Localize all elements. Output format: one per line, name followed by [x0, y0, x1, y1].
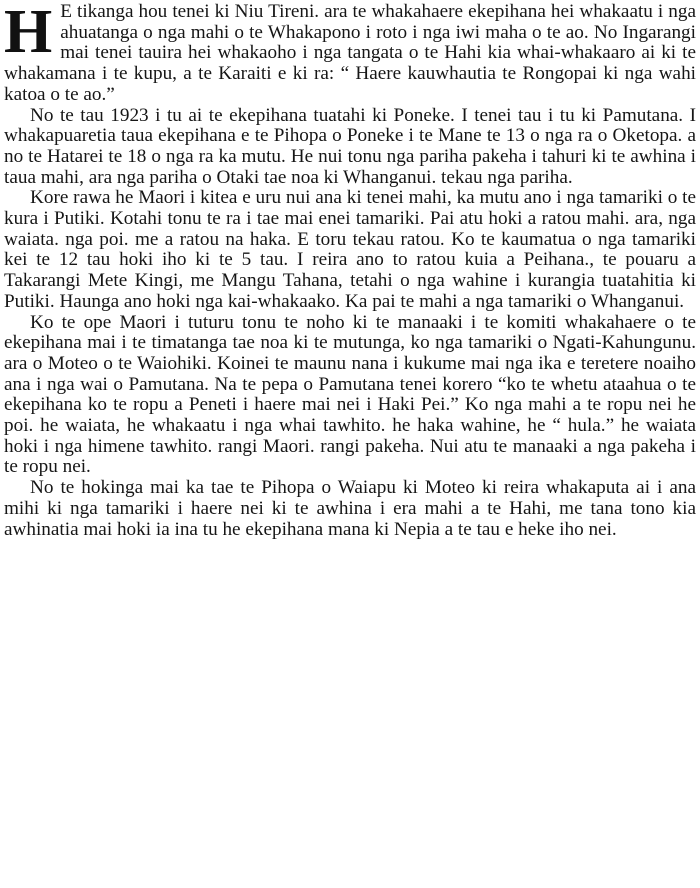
paragraph-4: Ko te ope Maori i tuturu tonu te noho ki te manaaki i te komiti whakahaere o te ekepihana mai i te timatanga tae noa ki te mutunga, ko nga tamariki o Ngati-Kahungunu. ara o Moteo o te Waiohiki. Koinei te maunu nana i kukume mai nga ika e teretere noaiho ana i nga wai o Pamutana. Na te pepa o Pamutana tenei korero “ko te whetu ataahua o te ekepihana ko te ropu a Peneti i haere mai nei i Haki Pei.” Ko nga mahi a te ropu nei he poi. he waiata, he whakaatu i nga whai tawhito. he haka wahine, he “ hula.” he waiata hoki i nga himene tawhito. rangi Maori. rangi pakeha. Nui atu te manaaki a nga pakeha i te ropu nei.: [4, 311, 696, 478]
paragraph-2: No te tau 1923 i tu ai te ekepihana tuatahi ki Poneke. I tenei tau i tu ki Pamutana. I whakapuaretia taua ekepihana e te Pihopa o Poneke i te Mane te 13 o nga ra o Oketopa. a no te Hatarei te 18 o nga ra ka mutu. He nui tonu nga pariha pakeha i tahuri ki te awhina i taua mahi, ara nga pariha o Otaki tae noa ki Whanganui. tekau nga pariha.: [4, 104, 696, 188]
paragraph-1-text: E tikanga hou tenei ki Niu Tireni. ara te whakahaere ekepihana hei whakaatu i nga ahuatanga o nga mahi o te Whakapono i roto i nga iwi maha o te ao. No Ingarangi mai tenei tauira hei whakaoho i nga tangata o te Hahi kia whai-whakaaro ai ki te whakamana i te kupu, a te Karaiti e ki ra: “ Haere kauwhautia te Rongopai ki nga wahi katoa o te ao.”: [4, 1, 696, 105]
article-page: [4, 2, 696, 540]
paragraph-5: No te hokinga mai ka tae te Pihopa o Waiapu ki Moteo ki reira whakaputa ai i ana mihi ki nga tamariki i haere nei ki te awhina i era mahi a te Hahi, me tana tono kia awhinatia mai hoki ia ina tu he ekepihana mana ki Nepia a te tau e heke iho nei.: [4, 477, 696, 540]
drop-cap: H: [4, 0, 53, 66]
paragraph-1: [4, 2, 696, 106]
paragraph-3: Kore rawa he Maori i kitea e uru nui ana ki tenei mahi, ka mutu ano i nga tamariki o te kura i Putiki. Kotahi tonu te ra i tae mai enei tamariki. Pai atu hoki a ratou mahi. ara, nga waiata. nga poi. me a ratou na haka. E toru tekau ratou. Ko te kaumatua o nga tamariki kei te 12 tau hoki iho ki te 5 tau. I reira ano to ratou kuia a Peihana., te pouaru a Takarangi Mete Kingi, me Mangu Tahana, tetahi o nga wahine i kurangia tuatahitia ki Putiki. Haunga ano hoki nga kai-whakaako. Ka pai te mahi a nga tamariki o Whanganui.: [4, 187, 696, 312]
